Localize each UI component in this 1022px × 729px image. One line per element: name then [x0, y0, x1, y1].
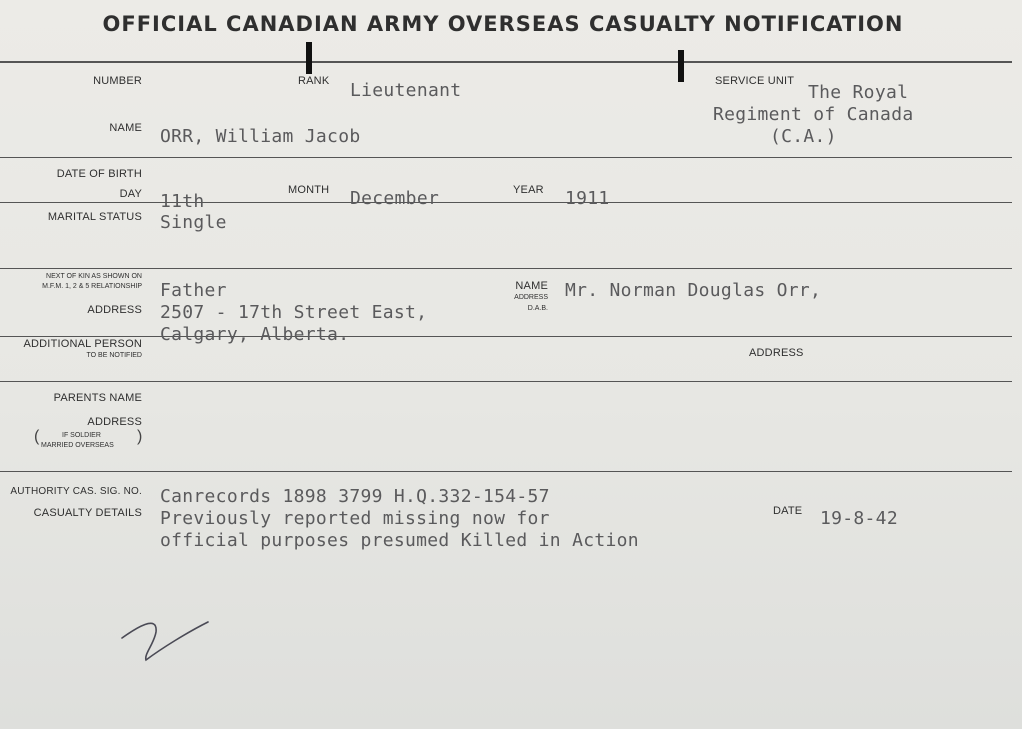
handwritten-check-mark [118, 610, 213, 665]
casualty-details-line2: official purposes presumed Killed in Action [160, 530, 639, 551]
name-label: NAME [109, 122, 142, 134]
day-label: DAY [119, 188, 142, 200]
address-value-line2: Calgary, Alberta. [160, 324, 350, 345]
divider-kin [0, 336, 1012, 337]
rank-value: Lieutenant [350, 80, 462, 101]
additional-person-label: ADDITIONAL PERSON [23, 338, 142, 350]
number-label: NUMBER [93, 75, 142, 87]
divider-header [0, 61, 1012, 63]
casualty-details-line1: Previously reported missing now for [160, 508, 550, 529]
kin-name-label: NAME [515, 280, 548, 292]
if-soldier-label-line1: IF SOLDIER [62, 432, 101, 439]
divider-name [0, 157, 1012, 158]
form-title: OFFICIAL CANADIAN ARMY OVERSEAS CASUALTY NOTIFICATION [102, 12, 904, 36]
alignment-tick-left [306, 42, 312, 74]
address-value-line1: 2507 - 17th Street East, [160, 302, 428, 323]
next-of-kin-label-line1: NEXT OF KIN AS SHOWN ON [46, 273, 142, 280]
if-soldier-label-line2: MARRIED OVERSEAS [41, 442, 114, 449]
authority-value: Canrecords 1898 3799 H.Q.332-154-57 [160, 486, 550, 507]
right-parenthesis: ) [137, 428, 143, 445]
year-label: YEAR [513, 184, 544, 196]
divider-additional [0, 381, 1012, 382]
divider-birth [0, 202, 1012, 203]
to-be-notified-label: TO BE NOTIFIED [86, 352, 142, 359]
authority-label: AUTHORITY CAS. SIG. NO. [10, 486, 142, 497]
rank-label: RANK [298, 75, 330, 87]
month-label: MONTH [288, 184, 330, 196]
kin-address-label: ADDRESS [514, 294, 548, 301]
kin-dab-label: D.A.B. [527, 305, 548, 312]
divider-marital [0, 268, 1012, 269]
address-label: ADDRESS [87, 304, 142, 316]
divider-parents [0, 471, 1012, 472]
year-value: 1911 [565, 188, 610, 209]
parents-address-label: ADDRESS [87, 416, 142, 428]
alignment-tick-right [678, 50, 684, 82]
month-value: December [350, 188, 440, 209]
date-label: DATE [773, 505, 803, 517]
marital-status-label: MARITAL STATUS [47, 211, 142, 223]
next-of-kin-label-line2: M.F.M. 1, 2 & 5 RELATIONSHIP [42, 283, 142, 290]
additional-address-label: ADDRESS [749, 347, 804, 359]
left-parenthesis: ( [34, 428, 40, 445]
service-unit-value-line2: Regiment of Canada [713, 104, 914, 125]
relationship-value: Father [160, 280, 227, 301]
kin-name-value: Mr. Norman Douglas Orr, [565, 280, 822, 301]
day-value: 11th [160, 191, 205, 212]
casualty-details-label: CASUALTY DETAILS [33, 507, 142, 519]
date-of-birth-label: DATE OF BIRTH [56, 168, 142, 180]
service-unit-value-line3: (C.A.) [770, 126, 837, 147]
service-unit-label: SERVICE UNIT [715, 75, 795, 87]
name-value: ORR, William Jacob [160, 126, 361, 147]
parents-name-label: PARENTS NAME [53, 392, 142, 404]
marital-status-value: Single [160, 212, 227, 233]
service-unit-value-line1: The Royal [808, 82, 909, 103]
date-value: 19-8-42 [820, 508, 898, 529]
